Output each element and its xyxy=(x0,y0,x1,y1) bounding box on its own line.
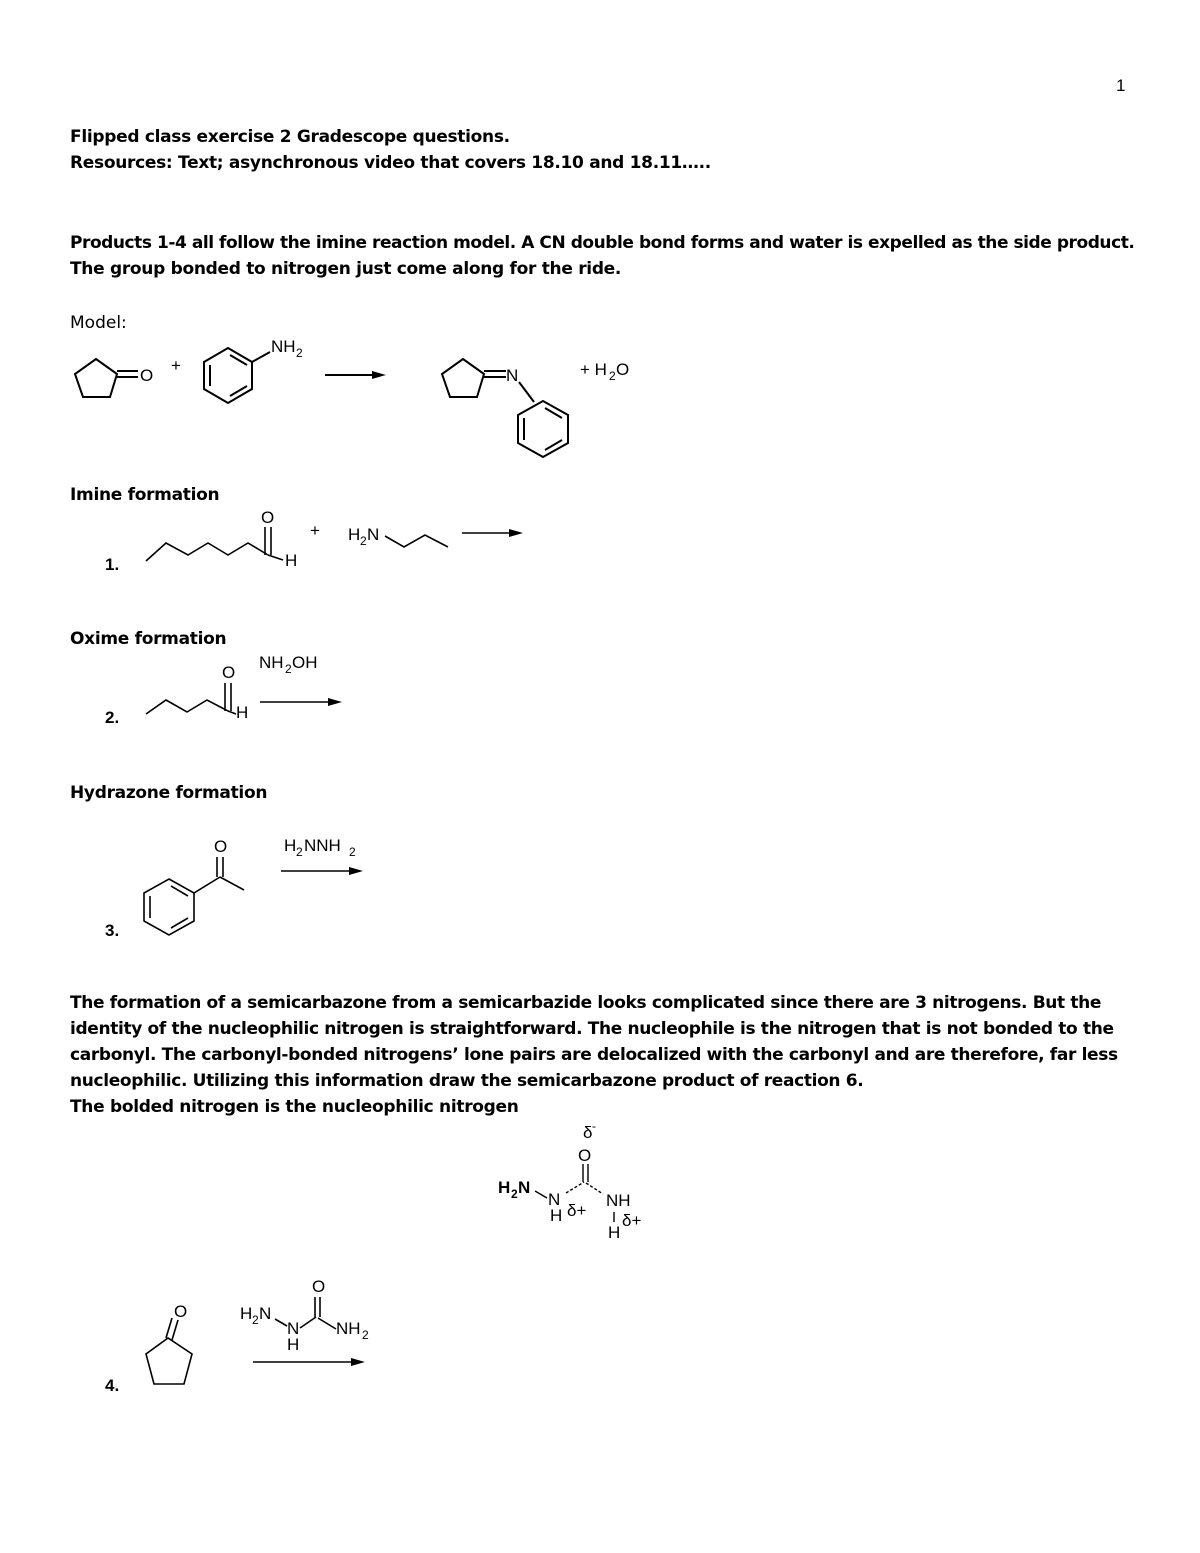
problem-2-reagent-OH: OH xyxy=(292,653,318,672)
problem-1-plus: + xyxy=(310,521,320,540)
problem-4-H2N-subscript: 2 xyxy=(252,1313,259,1327)
model-label: Model: xyxy=(70,313,127,333)
problem-4-cyclopentanone-ring xyxy=(146,1338,192,1384)
problem-4-hydrazine-N: N xyxy=(287,1319,300,1338)
section-oxime-formation: Oxime formation xyxy=(70,629,227,649)
problem-4-NH2-subscript: 2 xyxy=(362,1328,369,1342)
intro-line-1: Products 1-4 all follow the imine reaction model. A CN double bond forms and water is expelled as the side product. xyxy=(70,233,1135,253)
problem-3-O: O xyxy=(214,837,228,856)
problem-1-amine-N: N xyxy=(367,525,380,544)
bolded-nitrogen-note: The bolded nitrogen is the nucleophilic nitrogen xyxy=(70,1097,519,1117)
problem-4-carbonyl-O: O xyxy=(312,1277,326,1296)
hydrazine-N: N xyxy=(548,1190,561,1209)
delta-plus-2: δ+ xyxy=(622,1211,642,1230)
intro-line-2: The group bonded to nitrogen just come along for the ride. xyxy=(70,259,622,279)
problem-1-O: O xyxy=(261,508,275,527)
section-imine-formation: Imine formation xyxy=(70,485,220,505)
nucleophilic-H: H xyxy=(498,1178,511,1197)
problem-4-arrow-head xyxy=(351,1358,365,1366)
problem-3-number: 3. xyxy=(105,921,120,940)
page-number: 1 xyxy=(1116,76,1126,95)
problem-2-reagent-NH: NH xyxy=(259,653,284,672)
section-hydrazone-formation: Hydrazone formation xyxy=(70,783,268,803)
amide-NH: NH xyxy=(606,1191,631,1210)
problem-1-amine-subscript: 2 xyxy=(360,534,367,548)
problem-3-reagent-NNH: NNH xyxy=(304,836,341,855)
problem-3-reagent-subscript-2: 2 xyxy=(349,845,356,859)
nucleophilic-N: N xyxy=(518,1178,531,1197)
product-N: N xyxy=(506,366,519,385)
problem-3-reagent-subscript-1: 2 xyxy=(296,845,303,859)
problem-4-NH2: NH xyxy=(336,1319,361,1338)
problem-2-number: 2. xyxy=(105,708,120,727)
problem-2-O: O xyxy=(222,663,236,682)
delta-minus-sign: - xyxy=(592,1119,596,1133)
aniline-NH-subscript: 2 xyxy=(296,346,303,360)
problem-4-H2N-H: H xyxy=(240,1304,253,1323)
problem-2-reagent-subscript: 2 xyxy=(285,662,292,676)
hydrazine-N-H: H xyxy=(550,1206,563,1225)
water-O: O xyxy=(616,360,630,379)
problem-4-H2N-N: N xyxy=(259,1304,272,1323)
problem-1-H: H xyxy=(285,551,298,570)
problem-2-H: H xyxy=(236,703,249,722)
water-prefix: + H xyxy=(580,360,607,379)
resources-line: Resources: Text; asynchronous video that covers 18.10 and 18.11….. xyxy=(70,153,711,173)
problem-4-number: 4. xyxy=(105,1376,120,1395)
semicarbazone-paragraph: The formation of a semicarbazone from a semicarbazide looks complicated since there are 3 nitrogens. But the identity of the nucleophilic nitrogen is straightforward. The nucleophile is the nitrogen that is not bonded to the carbonyl. The carbonyl-bonded nitrogens’ lone pairs are delocalized with the carbonyl and are therefore, far less nucleophilic. Utilizing this information draw the semicarbazone product of reaction 6. xyxy=(70,993,1118,1091)
problem-4-ketone-O: O xyxy=(174,1302,188,1321)
semicarbazide-O: O xyxy=(578,1146,592,1165)
water-subscript: 2 xyxy=(609,369,616,383)
delta-plus-1: δ+ xyxy=(567,1201,587,1220)
delta-minus: δ xyxy=(583,1123,593,1142)
problem-1-number: 1. xyxy=(105,555,120,574)
model-plus: + xyxy=(171,356,181,375)
aniline-NH: NH xyxy=(271,337,296,356)
exercise-title: Flipped class exercise 2 Gradescope questions. xyxy=(70,127,510,147)
nucleophilic-subscript: 2 xyxy=(511,1187,518,1201)
amide-bottom-H: H xyxy=(608,1223,621,1242)
model-carbonyl-O: O xyxy=(140,366,154,385)
problem-3-reagent-H: H xyxy=(284,836,297,855)
problem-1-amine-H: H xyxy=(348,525,361,544)
problem-4-hydrazine-H: H xyxy=(287,1335,300,1354)
